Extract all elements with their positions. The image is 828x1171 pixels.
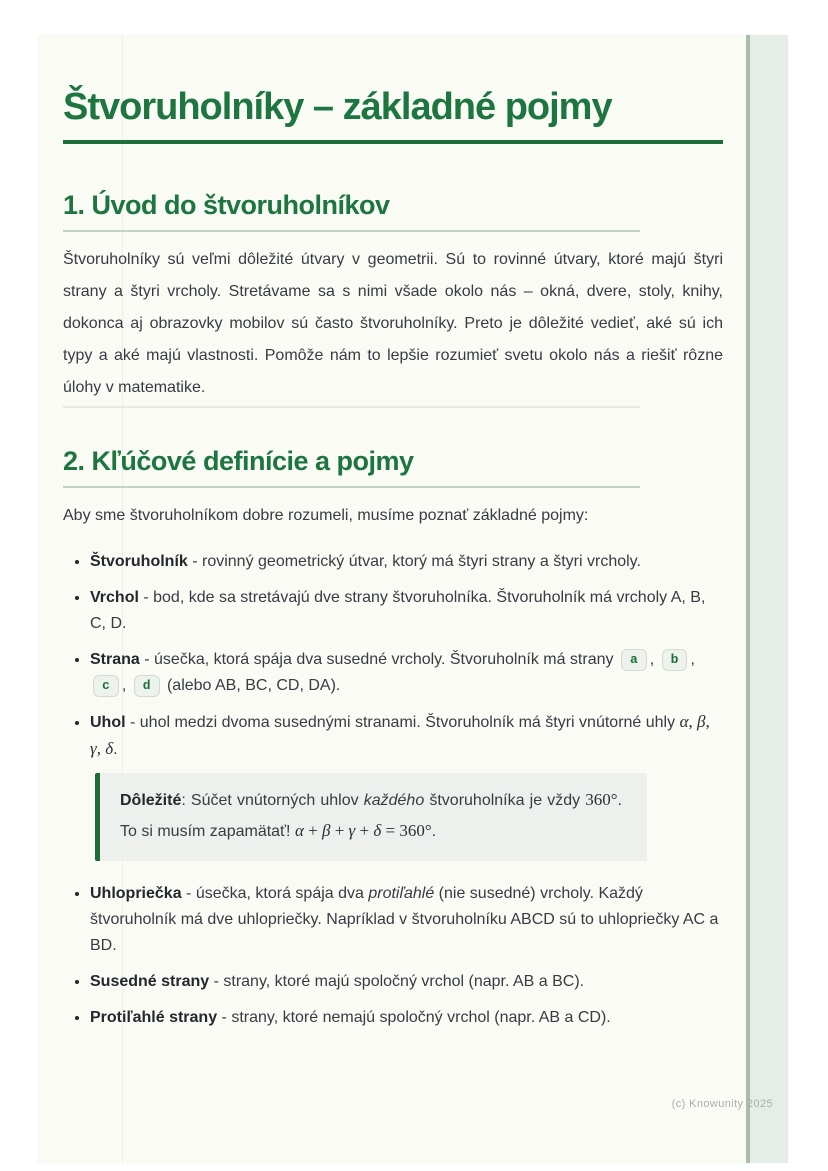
side-code-badge: d: [134, 675, 160, 697]
math-expression: α + β + γ + δ = 360°: [294, 821, 432, 840]
term-list-item: [90, 585, 723, 637]
terms-list-continued: [63, 881, 723, 1031]
text-segment: ,: [649, 651, 659, 668]
text-segment: - strany, ktoré nemajú spoločný vrchol (napr. AB a CD).: [217, 1009, 611, 1026]
term-list-item: [90, 881, 723, 959]
copyright-footer: (c) Knowunity 2025: [671, 1098, 773, 1110]
text-segment: (nie susedné) vrcholy. Každý štvoruholník má dve uhlopriečky. Napríklad v štvoruholníku ABCD sú to uhlopriečky AC a BD.: [90, 885, 719, 954]
term-list-item: [90, 969, 723, 995]
section-divider: [63, 406, 640, 408]
terms-list: [63, 549, 723, 763]
section-definitions: [63, 444, 723, 1031]
text-segment: (alebo AB, BC, CD, DA).: [162, 677, 341, 694]
text-segment: - uhol medzi dvoma susednými stranami. Štvoruholník má štyri vnútorné uhly: [125, 714, 680, 731]
term-list-item: [90, 647, 723, 699]
text-segment: - úsečka, ktorá spája dva: [181, 885, 369, 902]
page-title: Štvoruholníky – základné pojmy: [63, 86, 612, 128]
term-name: Uhlopriečka: [90, 885, 182, 902]
important-callout: [95, 773, 647, 861]
text-segment: .: [113, 741, 118, 758]
section-2-heading: 2. Kľúčové definície a pojmy: [63, 444, 640, 488]
side-code-badge: b: [662, 649, 688, 671]
term-name: Susedné strany: [90, 973, 210, 990]
term-list-item: [90, 709, 723, 763]
text-segment: : Súčet vnútorných uhlov: [181, 792, 364, 809]
text-segment: . To si musím zapamätať!: [120, 792, 622, 840]
side-code-badge: a: [621, 649, 647, 671]
section-1-paragraph: Štvoruholníky sú veľmi dôležité útvary v geometrii. Sú to rovinné útvary, ktoré majú štyri strany a štyri vrcholy. Stretávame sa s nimi všade okolo nás – okná, dvere, stoly, knihy, dokonca aj obrazovky mobilov sú často štvoruholníky. Preto je dôležité vedieť, aké sú ich typy a aké majú vlastnosti. Pomôže nám to lepšie rozumieť svetu okolo nás a riešiť rôzne úlohy v matematike.: [63, 251, 723, 396]
italic-text: protiľahlé: [368, 885, 435, 902]
document-content: [38, 35, 788, 1031]
term-name: Protiľahlé strany: [90, 1009, 218, 1026]
page-edge-strip: [746, 35, 788, 1163]
text-segment: - bod, kde sa stretávajú dve strany štvoruholníka. Štvoruholník má vrcholy A, B, C, D.: [90, 589, 706, 632]
text-segment: - strany, ktoré majú spoločný vrchol (napr. AB a BC).: [209, 973, 585, 990]
text-segment: - rovinný geometrický útvar, ktorý má štyri strany a štyri vrcholy.: [187, 553, 641, 570]
text-segment: štvoruholníka je vždy: [424, 792, 586, 809]
term-list-item: [90, 549, 723, 575]
section-1-heading: 1. Úvod do štvoruholníkov: [63, 188, 640, 232]
side-code-badge: c: [93, 675, 119, 697]
document-page: [38, 35, 788, 1163]
term-name: Strana: [90, 651, 140, 668]
callout-label: Dôležité: [120, 792, 182, 809]
text-segment: ,: [690, 651, 695, 668]
text-segment: .: [431, 823, 437, 840]
text-segment: ,: [121, 677, 131, 694]
math-expression: α, β, γ, δ: [90, 712, 710, 758]
term-name: Štvoruholník: [90, 553, 188, 570]
title-rule: [63, 140, 723, 144]
term-list-item: [90, 1005, 723, 1031]
text-segment: - úsečka, ktorá spája dva susedné vrcholy. Štvoruholník má strany: [139, 651, 618, 668]
section-intro: [63, 188, 723, 404]
section-2-intro: Aby sme štvoruholníkom dobre rozumeli, musíme poznať základné pojmy:: [63, 507, 589, 524]
term-name: Vrchol: [90, 589, 139, 606]
callout-body: [120, 792, 622, 840]
italic-text: každého: [363, 792, 425, 809]
math-expression: 360°: [585, 790, 618, 809]
term-name: Uhol: [90, 714, 126, 731]
